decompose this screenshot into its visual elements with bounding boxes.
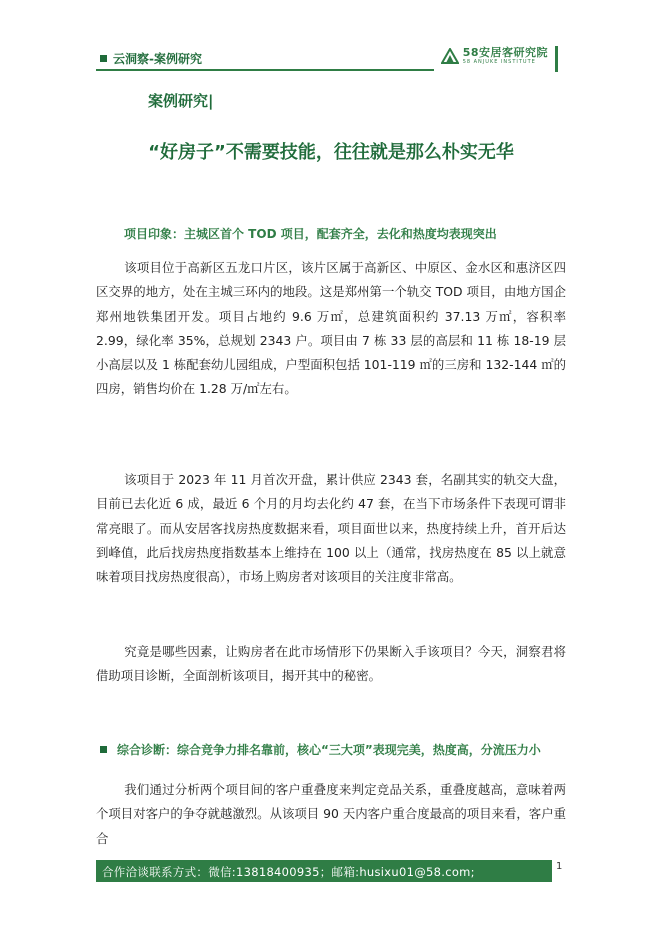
page-number: 1: [556, 861, 563, 872]
footer-contact-bar: [96, 860, 552, 882]
brand-logo: [441, 46, 548, 66]
header-left-text: 云洞察-案例研究: [113, 52, 202, 66]
house-logo-icon: [441, 48, 459, 64]
logo-accent-bar: [555, 46, 558, 72]
square-bullet-icon: [100, 746, 107, 753]
paragraph-text: 该项目于 2023 年 11 月首次开盘，累计供应 2343 套，名副其实的轨交大盘，目前已去化近 6 成，最近 6 个月的月均去化约 47 套，在当下市场条件下表现可谓非常亮眼了。而从安居客找房热度数据来看，项目面世以来，热度持续上升，首开后达到峰值，此后找房热度指数基本上维持在 100 以上（通常，找房热度在 85 以上就意味着项目找房热度很高），市场上购房者对该项目的关注度非常高。: [96, 472, 566, 585]
logo-chinese-name: 58安居客研究院: [462, 46, 548, 59]
page-header: [96, 44, 562, 74]
diagnosis-heading-text: 综合诊断：综合竞争力排名靠前，核心“三大项”表现完美，热度高，分流压力小: [117, 743, 541, 757]
paragraph-intro-question: [96, 640, 566, 689]
paragraph-text: 该项目位于高新区五龙口片区，该片区属于高新区、中原区、金水区和惠济区四区交界的地方，处在主城三环内的地段。这是郑州第一个轨交 TOD 项目，由地方国企郑州地铁集团开发。项目占地约 9.6 万㎡，总建筑面积约 37.13 万㎡，容积率 2.99，绿化率 35%，总规划 2343 户。项目由 7 栋 33 层的高层和 11 栋 18-19 层小高层以及 1 栋配套幼儿园组成，户型面积包括 101-119 ㎡的三房和 132-144 ㎡的四房，销售均价在 1.28 万/㎡左右。: [96, 260, 566, 397]
logo-english-name: 58 ANJUKE INSTITUTE: [462, 59, 536, 65]
square-bullet-icon: [100, 55, 107, 62]
footer-contact-text: 合作洽谈联系方式：微信:13818400935；邮箱:husixu01@58.com;: [102, 865, 475, 879]
article-title: “好房子”不需要技能，往往就是那么朴实无华: [148, 142, 514, 163]
header-section-label: [100, 50, 202, 67]
paragraph-text: 究竟是哪些因素，让购房者在此市场情形下仍果断入手该项目？今天，洞察君将借助项目诊断，全面剖析该项目，揭开其中的秘密。: [96, 644, 566, 684]
paragraph-project-overview: [96, 256, 566, 402]
project-impression-heading: 项目印象：主城区首个 TOD 项目，配套齐全，去化和热度均表现突出: [124, 227, 497, 241]
paragraph-competitor-analysis: [96, 778, 566, 851]
paragraph-sales-performance: [96, 468, 566, 589]
diagnosis-heading: [100, 741, 541, 758]
section-label: 案例研究|: [148, 92, 214, 110]
paragraph-text: 我们通过分析两个项目间的客户重叠度来判定竞品关系，重叠度越高，意味着两个项目对客户的争夺就越激烈。从该项目 90 天内客户重合度最高的项目来看，客户重合: [96, 782, 566, 846]
header-divider: [96, 69, 434, 71]
